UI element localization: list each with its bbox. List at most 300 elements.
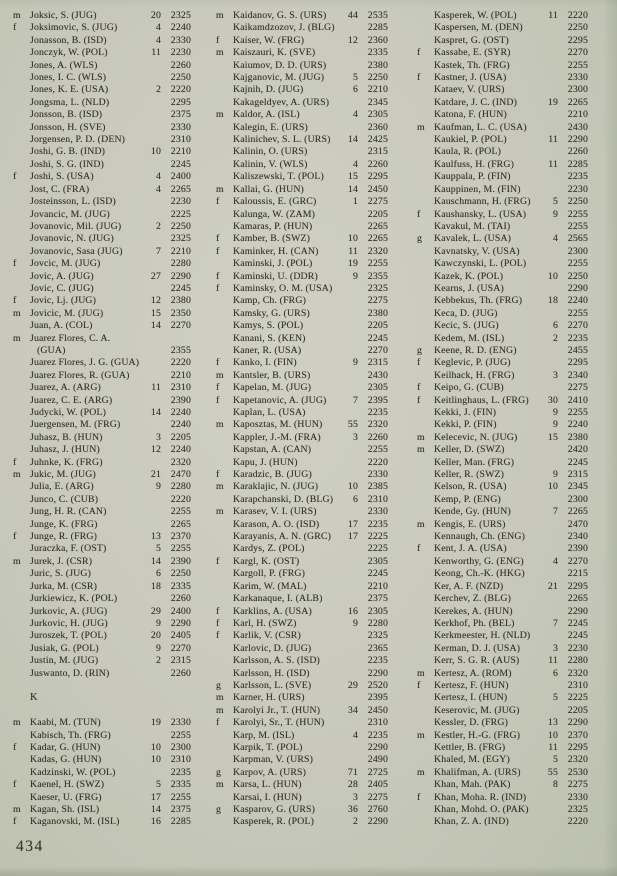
games-count: 15 xyxy=(547,431,558,443)
player-row xyxy=(417,258,588,270)
games-count: 11 xyxy=(548,10,558,21)
title-prefix xyxy=(417,568,434,580)
games-count xyxy=(534,531,558,543)
rating-value: 2265 xyxy=(367,233,388,245)
rating-value: 2310 xyxy=(567,679,588,691)
games-count: 9 xyxy=(352,617,358,629)
rating-value: 2420 xyxy=(567,444,588,456)
rating-value: 2250 xyxy=(170,220,191,232)
player-row xyxy=(417,494,588,506)
games-count xyxy=(534,283,558,295)
player-row xyxy=(417,531,588,543)
player-name: Kamsky, G. (URS) xyxy=(233,307,310,319)
games-count: 2 xyxy=(552,332,558,344)
title-prefix xyxy=(216,22,233,34)
player-row xyxy=(13,233,191,245)
player-row xyxy=(417,754,588,766)
games-count: 4 xyxy=(155,171,161,183)
title-prefix xyxy=(417,333,434,345)
player-name: Jorgensen, P. D. (DEN) xyxy=(30,134,126,146)
games-count xyxy=(137,730,161,742)
title-prefix: g xyxy=(417,233,423,245)
games-count xyxy=(334,754,358,766)
player-row xyxy=(13,382,191,394)
rating-value: 2295 xyxy=(567,34,588,46)
title-prefix xyxy=(13,357,30,369)
player-name: Kasperek, R. (POL) xyxy=(233,816,315,828)
player-name: Kaplan, L. (USA) xyxy=(233,407,306,418)
title-prefix: m xyxy=(13,307,21,319)
title-prefix xyxy=(216,308,233,320)
player-row xyxy=(216,655,388,667)
games-count: 3 xyxy=(552,642,558,654)
player-name: Jones, I. C. (WLS) xyxy=(30,72,107,84)
player-name: Karason, A. O. (ISD) xyxy=(233,518,320,530)
title-prefix: m xyxy=(216,704,224,716)
title-prefix xyxy=(13,481,30,493)
games-count: 29 xyxy=(347,679,358,691)
rating-value: 2240 xyxy=(567,419,588,431)
player-name: Kajnih, D. (JUG) xyxy=(233,84,304,96)
rating-value: 2245 xyxy=(367,568,388,580)
player-row xyxy=(13,333,191,345)
rating-value: 2270 xyxy=(170,642,191,654)
rating-value: 2330 xyxy=(567,791,588,803)
title-prefix: m xyxy=(417,431,425,443)
player-name: Keller, Man. (FRG) xyxy=(434,456,515,468)
player-row xyxy=(417,630,588,642)
games-count: 15 xyxy=(150,307,161,319)
rating-value: 2260 xyxy=(367,158,388,170)
rating-value: 2260 xyxy=(170,59,191,71)
rating-value: 2280 xyxy=(367,617,388,629)
player-name: Keene, R. D. (ENG) xyxy=(434,344,517,356)
rating-value: 2230 xyxy=(170,47,191,59)
player-name: Karolyi, Sr., T. (HUN) xyxy=(233,717,325,729)
rating-value: 2265 xyxy=(367,220,388,232)
player-row xyxy=(417,10,588,22)
rating-value: 2255 xyxy=(170,506,191,518)
player-row xyxy=(216,60,388,72)
player-name: Juswanto, D. (RIN) xyxy=(30,667,110,679)
rating-value: 2380 xyxy=(367,307,388,319)
title-prefix: f xyxy=(13,816,17,828)
rating-value: 2390 xyxy=(567,543,588,555)
games-count: 10 xyxy=(547,270,558,282)
games-count: 3 xyxy=(552,369,558,381)
rating-value: 2325 xyxy=(367,282,388,294)
player-row xyxy=(13,556,191,568)
title-prefix xyxy=(417,35,434,47)
title-prefix: f xyxy=(216,382,220,394)
player-row xyxy=(417,357,588,369)
title-prefix xyxy=(13,606,30,618)
title-prefix xyxy=(417,221,434,233)
player-row xyxy=(216,196,388,208)
rating-value: 2240 xyxy=(170,419,191,431)
rating-value: 2350 xyxy=(170,307,191,319)
rating-value: 2470 xyxy=(170,469,191,481)
player-name: Judycki, W. (POL) xyxy=(30,407,107,418)
title-prefix xyxy=(417,692,434,704)
player-name: Juarez, A. (ARG) xyxy=(30,382,101,394)
rating-value: 2235 xyxy=(367,729,388,741)
player-row xyxy=(13,196,191,208)
player-name: Kerman, D. J. (USA) xyxy=(434,642,521,654)
player-row xyxy=(13,159,191,171)
player-row xyxy=(417,717,588,729)
title-prefix xyxy=(13,134,30,146)
title-prefix: m xyxy=(216,692,224,704)
rating-value: 2280 xyxy=(170,258,191,270)
games-count xyxy=(534,72,558,84)
player-row xyxy=(417,171,588,183)
player-row xyxy=(216,444,388,456)
player-name: Jovanovic, Sasa (JUG) xyxy=(30,245,123,257)
player-row xyxy=(216,531,388,543)
games-count xyxy=(534,816,558,828)
section-letter: K xyxy=(30,692,38,704)
rating-value: 2255 xyxy=(367,444,388,456)
title-prefix xyxy=(216,295,233,307)
player-row xyxy=(417,655,588,667)
player-row xyxy=(216,606,388,618)
rating-value: 2285 xyxy=(567,158,588,170)
player-name: Kanko, I. (FIN) xyxy=(233,357,297,369)
games-count xyxy=(137,767,161,779)
player-row xyxy=(216,97,388,109)
rating-value: 2250 xyxy=(567,270,588,282)
player-row xyxy=(13,221,191,233)
title-prefix: m xyxy=(216,506,224,518)
rating-value: 2245 xyxy=(170,158,191,170)
player-row xyxy=(13,407,191,419)
title-prefix: f xyxy=(417,357,421,369)
games-count xyxy=(534,494,558,506)
player-row xyxy=(216,643,388,655)
player-name: Karpman, V. (URS) xyxy=(233,754,314,766)
rating-value: 2240 xyxy=(170,22,191,34)
games-count xyxy=(534,705,558,717)
games-count: 4 xyxy=(155,183,161,195)
player-row xyxy=(13,568,191,580)
player-name: Jongsma, L. (NLD) xyxy=(30,96,110,108)
games-count: 55 xyxy=(547,766,558,778)
rating-value: 2215 xyxy=(567,568,588,580)
rating-value xyxy=(161,333,191,345)
rating-value: 2380 xyxy=(170,295,191,307)
player-name: Juan, A. (COL) xyxy=(30,320,93,332)
player-row xyxy=(216,320,388,332)
games-count xyxy=(534,184,558,196)
title-prefix xyxy=(417,494,434,506)
player-name: (GUA) xyxy=(37,344,66,356)
title-prefix xyxy=(417,246,434,258)
title-prefix xyxy=(13,444,30,456)
player-row xyxy=(216,816,388,828)
title-prefix xyxy=(13,233,30,245)
games-count xyxy=(137,134,161,146)
title-prefix: g xyxy=(216,766,222,778)
player-name: Kaldor, A. (ISL) xyxy=(233,109,300,121)
player-name: Josteinsson, L. (ISD) xyxy=(30,196,116,208)
player-name: Khan, Z. A. (IND) xyxy=(434,816,509,828)
games-count xyxy=(334,320,358,332)
games-count xyxy=(334,556,358,568)
player-name: Jovcic, M. (JUG) xyxy=(30,258,101,270)
rating-value: 2255 xyxy=(567,258,588,270)
rating-value: 2320 xyxy=(367,245,388,257)
player-row xyxy=(216,246,388,258)
title-prefix xyxy=(13,196,30,208)
player-name: Jovic, Lj. (JUG) xyxy=(30,295,97,307)
title-prefix xyxy=(417,146,434,158)
games-count: 27 xyxy=(150,270,161,282)
player-name: Kaufman, L. C. (USA) xyxy=(434,121,527,133)
rating-value: 2330 xyxy=(567,72,588,84)
title-prefix: f xyxy=(417,679,421,691)
player-row xyxy=(216,630,388,642)
player-name: Kaula, R. (POL) xyxy=(434,146,502,158)
rating-value: 2315 xyxy=(367,357,388,369)
games-count: 12 xyxy=(347,34,358,46)
title-prefix xyxy=(13,221,30,233)
title-prefix: m xyxy=(13,10,21,21)
games-count: 14 xyxy=(150,407,161,418)
games-count: 6 xyxy=(155,568,161,580)
rating-value: 2380 xyxy=(567,431,588,443)
player-name: Kauschmann, H. (FRG) xyxy=(434,196,531,208)
games-count xyxy=(534,60,558,72)
player-name: Jonsson, H. (SVE) xyxy=(30,121,106,133)
player-name: Joshi, G. B. (IND) xyxy=(30,146,106,158)
player-name: Juric, S. (JUG) xyxy=(30,568,92,580)
player-name: Kaminsky, O. M. (USA) xyxy=(233,282,333,294)
title-prefix xyxy=(417,171,434,183)
games-count: 12 xyxy=(150,295,161,307)
games-count xyxy=(534,519,558,531)
games-count: 14 xyxy=(150,555,161,567)
player-row xyxy=(417,419,588,431)
games-count: 14 xyxy=(347,183,358,195)
player-name: Jusiak, G. (POL) xyxy=(30,642,99,654)
player-row xyxy=(216,146,388,158)
games-count: 3 xyxy=(155,431,161,443)
rating-value: 2455 xyxy=(567,344,588,356)
games-count xyxy=(137,457,161,469)
player-row xyxy=(216,283,388,295)
player-name: Kadas, G. (HUN) xyxy=(30,754,102,766)
title-prefix: f xyxy=(417,791,421,803)
games-count: 7 xyxy=(155,245,161,257)
player-name: Keserovic, M. (JUG) xyxy=(434,704,520,716)
player-row xyxy=(417,804,588,816)
rating-value: 2305 xyxy=(367,382,388,394)
games-count: 4 xyxy=(352,109,358,121)
player-name: Kabisch, Th. (FRG) xyxy=(30,729,111,741)
title-prefix xyxy=(13,246,30,258)
title-prefix xyxy=(13,494,30,506)
games-count xyxy=(137,209,161,221)
games-count xyxy=(334,692,358,704)
title-prefix xyxy=(216,432,233,444)
rating-value: 2295 xyxy=(170,96,191,108)
rating-value: 2370 xyxy=(567,729,588,741)
games-count: 4 xyxy=(352,729,358,741)
player-row xyxy=(216,308,388,320)
games-count xyxy=(137,333,161,345)
title-prefix xyxy=(216,146,233,158)
player-name: Kamp, Ch. (FRG) xyxy=(233,295,307,307)
player-name: Karsa, L. (HUN) xyxy=(233,779,302,791)
title-prefix xyxy=(216,754,233,766)
player-row xyxy=(13,506,191,518)
player-row xyxy=(216,271,388,283)
title-prefix: m xyxy=(216,481,224,493)
games-count: 3 xyxy=(352,791,358,803)
player-name: Kennaugh, Ch. (ENG) xyxy=(434,531,526,543)
rating-value: 2565 xyxy=(567,233,588,245)
player-row xyxy=(216,35,388,47)
rating-value: 2315 xyxy=(567,469,588,481)
rating-value: 2255 xyxy=(567,208,588,220)
player-row xyxy=(417,506,588,518)
games-count xyxy=(534,382,558,394)
player-name: Kalinin, O. (URS) xyxy=(233,146,308,158)
rating-value: 2290 xyxy=(567,605,588,617)
title-prefix: f xyxy=(216,630,220,642)
games-count xyxy=(137,60,161,72)
blank-row xyxy=(13,705,191,717)
title-prefix xyxy=(417,469,434,481)
games-count xyxy=(137,159,161,171)
rating-value: 2255 xyxy=(567,307,588,319)
games-count: 6 xyxy=(552,667,558,679)
player-name: Juergensen, M. (FRG) xyxy=(30,419,121,431)
player-name: Jurka, M. (CSR) xyxy=(30,580,98,592)
player-row xyxy=(13,519,191,531)
player-row xyxy=(417,333,588,345)
player-name: Karsai, I. (HUN) xyxy=(233,791,302,803)
player-name: Kaiser, W. (FRG) xyxy=(233,34,305,46)
rating-value: 2250 xyxy=(170,72,191,84)
title-prefix xyxy=(216,668,233,680)
rating-value: 2335 xyxy=(170,779,191,791)
player-row xyxy=(417,730,588,742)
player-name: Khalifman, A. (URS) xyxy=(434,766,521,778)
rating-value: 2235 xyxy=(170,766,191,778)
rating-value: 2235 xyxy=(567,171,588,183)
player-row xyxy=(216,754,388,766)
player-name: Karaklajic, N. (JUG) xyxy=(233,481,319,493)
games-count xyxy=(334,742,358,754)
player-name: Karpov, A. (URS) xyxy=(233,766,307,778)
player-name: Karner, H. (URS) xyxy=(233,692,305,704)
player-row xyxy=(216,519,388,531)
title-prefix xyxy=(13,432,30,444)
title-prefix xyxy=(417,754,434,766)
player-row xyxy=(417,159,588,171)
rating-value: 2245 xyxy=(567,456,588,468)
player-name: Kaliszewski, T. (POL) xyxy=(233,171,324,183)
player-row xyxy=(13,22,191,34)
title-prefix xyxy=(13,581,30,593)
games-count: 55 xyxy=(347,419,358,431)
player-row xyxy=(417,196,588,208)
games-count: 10 xyxy=(547,481,558,493)
player-row xyxy=(13,47,191,59)
player-row xyxy=(216,717,388,729)
games-count: 9 xyxy=(155,617,161,629)
rating-value: 2330 xyxy=(170,717,191,729)
games-count: 29 xyxy=(150,605,161,617)
title-prefix xyxy=(216,221,233,233)
games-count xyxy=(334,568,358,580)
rating-value: 2290 xyxy=(567,717,588,729)
title-prefix xyxy=(417,295,434,307)
player-row xyxy=(216,10,388,22)
rating-value: 2290 xyxy=(367,741,388,753)
title-prefix xyxy=(417,481,434,493)
games-count xyxy=(334,407,358,419)
rating-value: 2305 xyxy=(367,109,388,121)
rating-value: 2345 xyxy=(567,481,588,493)
player-row xyxy=(13,630,191,642)
player-name: Joshi, S. (USA) xyxy=(30,171,94,183)
title-prefix: f xyxy=(216,34,220,46)
player-name: Jurkovic, H. (JUG) xyxy=(30,617,108,629)
player-row xyxy=(216,730,388,742)
games-count xyxy=(534,246,558,258)
title-prefix xyxy=(13,630,30,642)
title-prefix: m xyxy=(417,766,425,778)
player-row xyxy=(417,72,588,84)
games-count: 20 xyxy=(150,630,161,642)
rating-value: 2270 xyxy=(367,344,388,356)
title-prefix xyxy=(216,742,233,754)
title-prefix: f xyxy=(216,233,220,245)
games-count xyxy=(534,122,558,134)
title-prefix xyxy=(417,717,434,729)
player-name: Kaeser, U. (FRG) xyxy=(30,791,102,803)
title-prefix xyxy=(13,643,30,655)
player-name: Karp, M. (ISL) xyxy=(233,729,295,741)
rating-value: 2360 xyxy=(367,121,388,133)
player-name: Karklins, A. (USA) xyxy=(233,605,312,617)
player-row xyxy=(216,233,388,245)
rating-value: 2225 xyxy=(367,543,388,555)
games-count xyxy=(137,593,161,605)
games-count xyxy=(534,680,558,692)
rating-value: 2250 xyxy=(170,568,191,580)
games-count xyxy=(137,122,161,134)
player-row xyxy=(216,72,388,84)
title-prefix xyxy=(417,97,434,109)
games-count xyxy=(534,792,558,804)
player-name: Kerchev, Z. (BLG) xyxy=(434,593,511,605)
title-prefix: m xyxy=(216,779,224,791)
title-prefix xyxy=(13,419,30,431)
player-row xyxy=(417,47,588,59)
player-row xyxy=(13,643,191,655)
player-row xyxy=(417,444,588,456)
rating-value: 2310 xyxy=(367,717,388,729)
player-name: Kaspret, G. (OST) xyxy=(434,34,509,46)
title-prefix: f xyxy=(417,543,421,555)
games-count xyxy=(334,717,358,729)
player-row xyxy=(417,295,588,307)
games-count: 13 xyxy=(547,717,558,729)
